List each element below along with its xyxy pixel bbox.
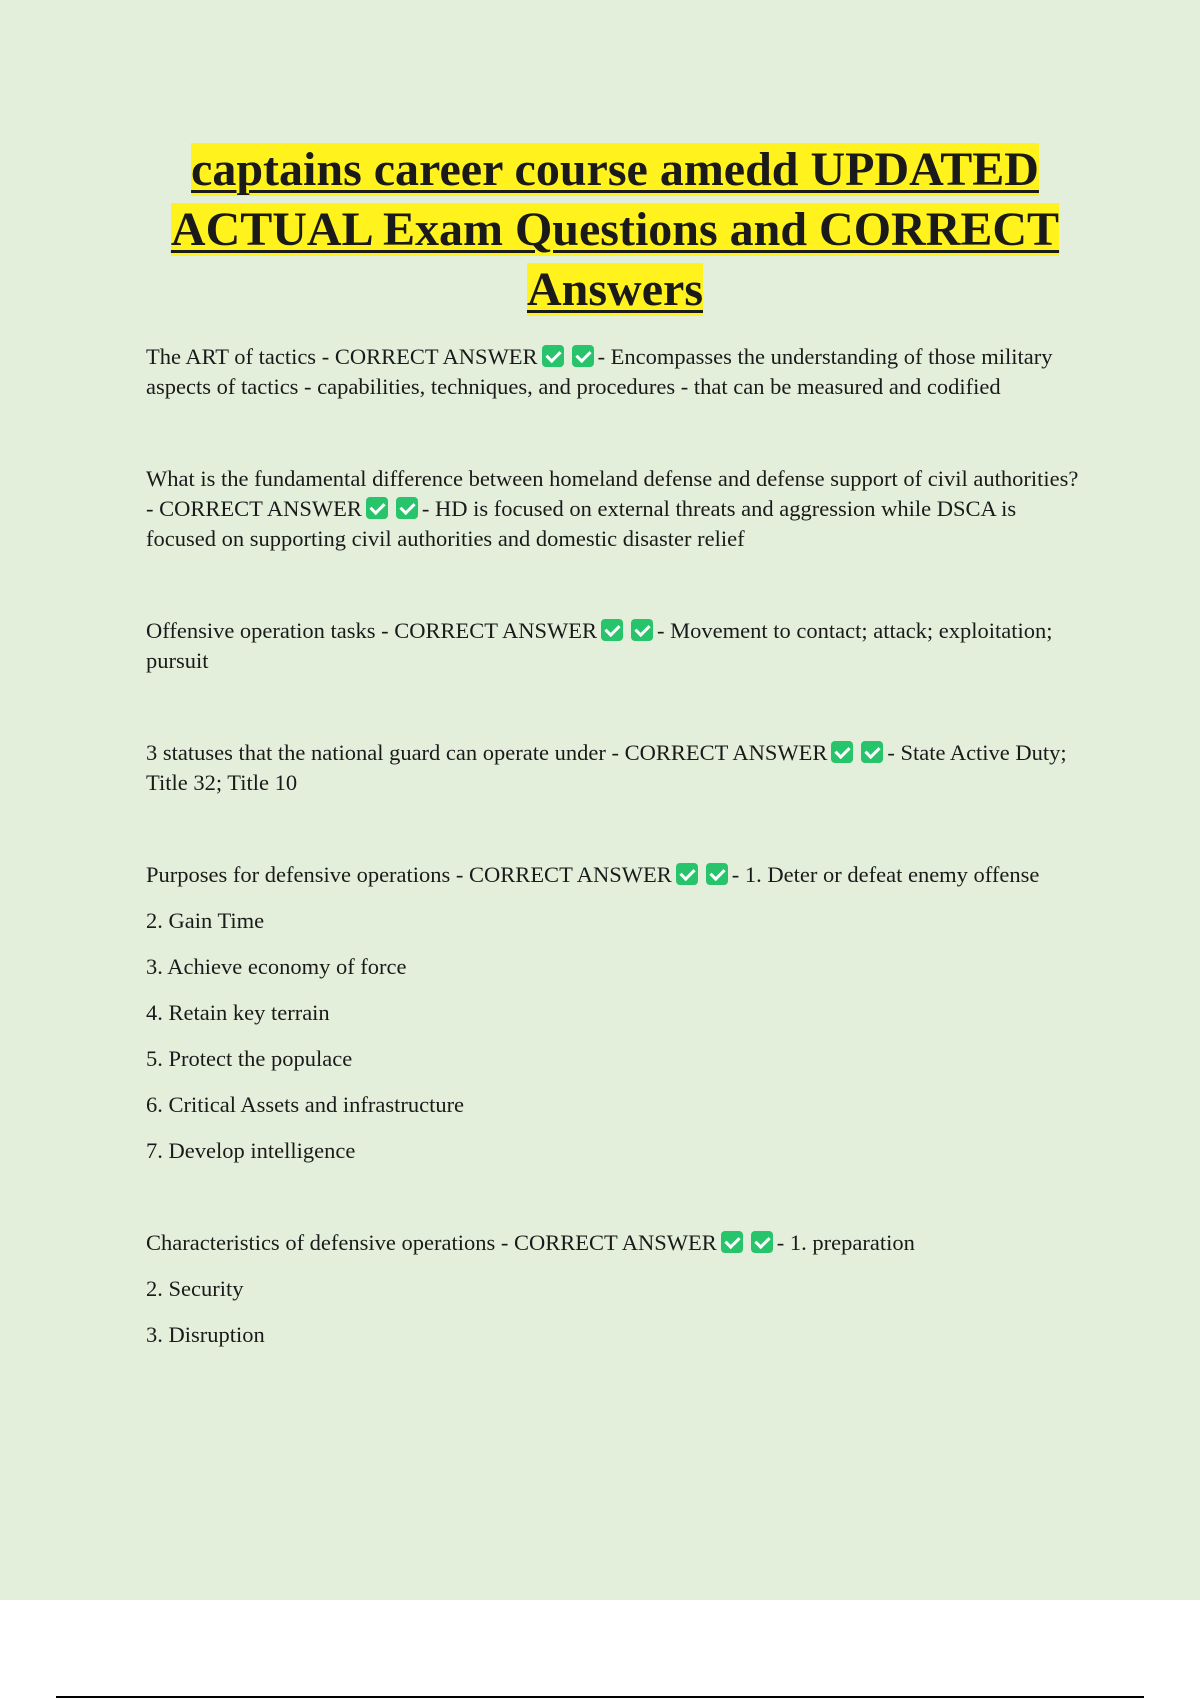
check-box-icon: [631, 619, 653, 641]
question-text: Characteristics of defensive operations -: [146, 1230, 514, 1255]
list-item: 4. Retain key terrain: [146, 1000, 330, 1025]
qa-entry: [146, 860, 1086, 890]
footer-divider: [56, 1696, 1144, 1698]
qa-list: [146, 342, 1086, 1350]
answer-label: CORRECT ANSWER: [624, 740, 828, 765]
question-text: What is the fundamental difference between homeland defense and defense support of civil authorities? -: [146, 466, 1079, 521]
list-item: 2. Security: [146, 1276, 244, 1301]
qa-entry: [146, 738, 1086, 798]
check-box-icon: [366, 497, 388, 519]
question-text: 3 statuses that the national guard can operate under -: [146, 740, 625, 765]
list-item: 3. Achieve economy of force: [146, 954, 407, 979]
qa-entry: [146, 616, 1086, 676]
check-box-icon: [676, 863, 698, 885]
answer-text: - State Active Duty; Title 32; Title 10: [146, 740, 1067, 795]
list-item: 3. Disruption: [146, 1322, 265, 1347]
check-box-icon: [831, 741, 853, 763]
check-box-icon: [572, 345, 594, 367]
answer-text: - Movement to contact; attack; exploitation; pursuit: [146, 618, 1053, 673]
qa-entry: [146, 464, 1086, 554]
qa-entry: [146, 342, 1086, 402]
answer-label: CORRECT ANSWER: [334, 344, 538, 369]
check-box-icon: [721, 1231, 743, 1253]
check-box-icon: [601, 619, 623, 641]
answer-text: - 1. Deter or defeat enemy offense: [731, 862, 1040, 887]
list-item: 5. Protect the populace: [146, 1046, 353, 1071]
list-item: 6. Critical Assets and infrastructure: [146, 1092, 465, 1117]
check-box-icon: [396, 497, 418, 519]
check-box-icon: [706, 863, 728, 885]
answer-label: CORRECT ANSWER: [469, 862, 672, 887]
answer-label: CORRECT ANSWER: [514, 1230, 717, 1255]
question-text: Purposes for defensive operations -: [146, 862, 470, 887]
title-text: captains career course amedd UPDATED ACTUAL Exam Questions and CORRECT Answers: [170, 143, 1060, 316]
check-box-icon: [542, 345, 564, 367]
answer-label: CORRECT ANSWER: [159, 496, 362, 521]
question-text: The ART of tactics -: [146, 344, 335, 369]
qa-entry: [146, 1228, 1086, 1258]
answer-text: - 1. preparation: [776, 1230, 915, 1255]
answer-text: - Encompasses the understanding of those military aspects of tactics - capabilities, techniques, and procedures - that can be measured and codified: [146, 344, 1053, 399]
check-box-icon: [751, 1231, 773, 1253]
list-item: 7. Develop intelligence: [146, 1138, 356, 1163]
question-text: Offensive operation tasks -: [146, 618, 395, 643]
check-box-icon: [861, 741, 883, 763]
list-item: 2. Gain Time: [146, 908, 265, 933]
answer-text: - HD is focused on external threats and aggression while DSCA is focused on supporting civil authorities and domestic disaster relief: [146, 496, 1017, 551]
answer-label: CORRECT ANSWER: [394, 618, 598, 643]
document-title: [130, 140, 1100, 320]
